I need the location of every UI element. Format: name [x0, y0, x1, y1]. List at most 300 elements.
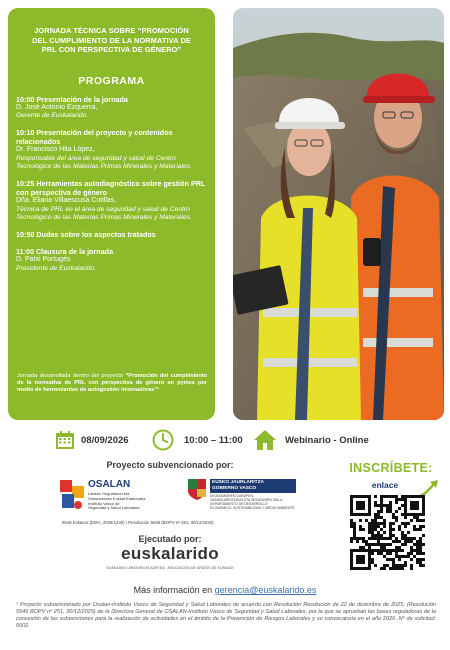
qr-module: [416, 558, 419, 561]
qr-module: [392, 522, 395, 525]
qr-module: [350, 510, 353, 513]
qr-module: [380, 507, 383, 510]
qr-module: [404, 555, 407, 558]
qr-module: [389, 507, 392, 510]
qr-module: [380, 549, 383, 552]
qr-module: [383, 495, 386, 498]
qr-module: [371, 552, 374, 555]
qr-module: [395, 549, 398, 552]
qr-module: [365, 495, 368, 498]
qr-module: [383, 522, 386, 525]
qr-module: [383, 504, 386, 507]
qr-module: [422, 564, 425, 567]
qr-module: [374, 522, 377, 525]
qr-module: [350, 513, 353, 516]
qr-module: [368, 564, 371, 567]
qr-module: [353, 525, 356, 528]
project-note: Jornada desarrollada dentro del proyecto “Promoción del cumplimiento de la normativa de PRL con perspectiva de género en pymes por medio de herramientas de autogestión innovadoras”¹: [17, 373, 207, 394]
qr-module: [422, 513, 425, 516]
qr-module: [413, 507, 416, 510]
qr-module: [350, 501, 353, 504]
qr-module: [383, 567, 386, 570]
qr-module: [377, 510, 380, 513]
qr-module: [416, 540, 419, 543]
qr-module: [398, 525, 401, 528]
qr-module: [359, 507, 362, 510]
qr-module: [350, 507, 353, 510]
qr-module: [389, 504, 392, 507]
qr-module: [401, 567, 404, 570]
qr-module: [362, 549, 365, 552]
qr-module: [359, 567, 362, 570]
qr-module: [395, 540, 398, 543]
qr-module: [389, 495, 392, 498]
qr-module: [383, 543, 386, 546]
qr-module: [353, 522, 356, 525]
agenda-item: [16, 247, 207, 273]
qr-module: [398, 546, 401, 549]
qr-module: [377, 540, 380, 543]
qr-module: [401, 504, 404, 507]
qr-module: [419, 513, 422, 516]
agenda-title: 10:00 Presentación de la jornada: [16, 94, 128, 104]
qr-module: [371, 537, 374, 540]
qr-module: [350, 567, 353, 570]
qr-module: [404, 522, 407, 525]
qr-module: [374, 534, 377, 537]
qr-module: [407, 495, 410, 498]
qr-module: [350, 504, 353, 507]
qr-module: [368, 513, 371, 516]
qr-module: [371, 543, 374, 546]
qr-module: [374, 525, 377, 528]
qr-module: [392, 561, 395, 564]
qr-module: [404, 537, 407, 540]
qr-module: [380, 498, 383, 501]
qr-module: [377, 531, 380, 534]
workers-photo: [233, 8, 444, 420]
qr-code[interactable]: [350, 495, 425, 570]
qr-module: [413, 495, 416, 498]
qr-module: [419, 549, 422, 552]
qr-module: [368, 561, 371, 564]
qr-module: [362, 504, 365, 507]
qr-module: [416, 561, 419, 564]
qr-module: [374, 519, 377, 522]
qr-module: [410, 540, 413, 543]
qr-module: [413, 525, 416, 528]
osalan-logo: OSALAN Laneko Segurtasun eta Osasunerako Euskal Erakundea Instituto Vasco de Seguridad y Salud Laborales: [58, 476, 178, 518]
qr-module: [374, 564, 377, 567]
qr-module: [386, 549, 389, 552]
qr-module: [359, 519, 362, 522]
qr-module: [413, 501, 416, 504]
qr-module: [353, 528, 356, 531]
event-time: 10:00 – 11:00: [184, 434, 243, 446]
qr-module: [416, 549, 419, 552]
qr-module: [401, 555, 404, 558]
qr-module: [374, 543, 377, 546]
register-title: INSCRÍBETE:: [349, 461, 433, 475]
agenda-speaker: Dña. Eliana Villaescusa Cutillas,: [16, 197, 117, 205]
qr-module: [401, 522, 404, 525]
qr-module: [386, 543, 389, 546]
event-info-bar: [0, 428, 450, 452]
qr-module: [398, 567, 401, 570]
qr-module: [365, 519, 368, 522]
qr-module: [413, 513, 416, 516]
subvencionado-title: Proyecto subvencionado por:: [106, 460, 234, 470]
qr-module: [353, 495, 356, 498]
qr-module: [383, 537, 386, 540]
qr-module: [422, 519, 425, 522]
qr-module: [389, 537, 392, 540]
qr-module: [371, 549, 374, 552]
qr-module: [392, 513, 395, 516]
qr-module: [362, 495, 365, 498]
qr-module: [365, 513, 368, 516]
footnote: ¹ Proyecto subvencionado por Osalan-Instituto Vasco de Seguridad y Salud Laborales de acuerdo con Resolución Resolución de 22 de diciembre de 2025, (Resolución 5549 BOPV nº 251, 30/12/2025) de la Directora General de OSALAN-Instituto Vasco de Seguridad y Salud Laborales, por la que se aprueban las bases reguladoras de la concesión de las subvenciones para la realización de actividades en el ámbito de la Prevención de Riesgos Laborales y su convocatoria en el año 2026. Nº de solicitud: 0002.: [16, 602, 436, 629]
qr-module: [362, 501, 365, 504]
qr-module: [350, 564, 353, 567]
qr-module: [404, 498, 407, 501]
ejecutado-title: Ejecutado por:: [138, 534, 202, 544]
date-item: [55, 428, 129, 452]
qr-module: [368, 567, 371, 570]
qr-module: [404, 564, 407, 567]
qr-module: [359, 558, 362, 561]
qr-module: [419, 564, 422, 567]
qr-module: [368, 549, 371, 552]
qr-module: [401, 498, 404, 501]
qr-module: [380, 552, 383, 555]
qr-module: [371, 528, 374, 531]
euskalarido-logo: euskalarido: [121, 544, 219, 563]
qr-module: [368, 543, 371, 546]
qr-module: [353, 567, 356, 570]
gobierno-vasco-logo: EUSKO JAURLARITZA GOBIERNO VASCO EKONOMIAREN GARAPEN, JASANGARRITASUN ETA INGURUMEN SAILA DEPARTAMENTO DE DESARROLLO ECONÓMICO, SOSTENIBILIDAD Y MEDIO AMBIENTE: [186, 477, 296, 503]
qr-module: [359, 504, 362, 507]
qr-module: [374, 501, 377, 504]
qr-module: [413, 504, 416, 507]
qr-module: [398, 498, 401, 501]
qr-module: [413, 537, 416, 540]
osalan-mark-icon: [58, 478, 86, 512]
qr-module: [359, 546, 362, 549]
qr-module: [410, 549, 413, 552]
qr-module: [410, 537, 413, 540]
qr-module: [350, 522, 353, 525]
agenda-role: Técnica de PRL en el área de seguridad y salud de Centro Tecnológico de las Materias Primas Minerales y Materiales.: [16, 205, 192, 222]
qr-module: [359, 549, 362, 552]
agenda-role: Presidente de Euskalarido.: [16, 264, 96, 272]
qr-module: [383, 546, 386, 549]
qr-module: [374, 513, 377, 516]
qr-module: [398, 555, 401, 558]
qr-module: [389, 549, 392, 552]
qr-module: [356, 537, 359, 540]
qr-module: [383, 549, 386, 552]
qr-module: [362, 537, 365, 540]
qr-module: [383, 525, 386, 528]
qr-module: [359, 525, 362, 528]
agenda-list: [16, 95, 207, 274]
qr-module: [380, 537, 383, 540]
qr-module: [419, 525, 422, 528]
qr-module: [419, 519, 422, 522]
event-mode: Webinario - Online: [285, 434, 369, 446]
qr-module: [395, 498, 398, 501]
qr-module: [389, 567, 392, 570]
qr-module: [368, 537, 371, 540]
qr-module: [410, 567, 413, 570]
qr-module: [413, 549, 416, 552]
qr-module: [374, 549, 377, 552]
qr-module: [359, 501, 362, 504]
qr-module: [422, 552, 425, 555]
qr-module: [404, 543, 407, 546]
qr-module: [380, 522, 383, 525]
qr-module: [380, 504, 383, 507]
qr-module: [413, 516, 416, 519]
clock-icon: [152, 429, 174, 451]
qr-module: [380, 510, 383, 513]
expediente-text: 5549 Eskaera (EMA, 2026/1230) / Resolución 5549 (BOPV nº 251, 30/12/2025): [62, 520, 214, 525]
qr-module: [377, 513, 380, 516]
qr-module: [380, 543, 383, 546]
qr-module: [371, 531, 374, 534]
qr-module: [422, 510, 425, 513]
qr-module: [374, 528, 377, 531]
qr-module: [392, 540, 395, 543]
qr-module: [422, 501, 425, 504]
qr-module: [395, 537, 398, 540]
qr-module: [395, 555, 398, 558]
qr-module: [371, 519, 374, 522]
qr-module: [377, 522, 380, 525]
agenda-title: 11:00 Clausura de la jornada: [16, 247, 114, 257]
qr-module: [404, 534, 407, 537]
qr-module: [350, 552, 353, 555]
qr-module: [401, 531, 404, 534]
qr-module: [350, 537, 353, 540]
qr-module: [416, 552, 419, 555]
register-link[interactable]: enlace: [371, 480, 399, 490]
qr-module: [353, 534, 356, 537]
qr-module: [389, 543, 392, 546]
qr-module: [362, 561, 365, 564]
qr-module: [368, 495, 371, 498]
qr-module: [404, 540, 407, 543]
qr-module: [416, 519, 419, 522]
qr-module: [368, 552, 371, 555]
qr-module: [410, 501, 413, 504]
qr-module: [419, 543, 422, 546]
agenda-speaker: D. Patxi Portugés: [16, 256, 71, 264]
qr-module: [350, 498, 353, 501]
qr-module: [359, 513, 362, 516]
qr-module: [365, 543, 368, 546]
qr-module: [350, 540, 353, 543]
qr-module: [401, 534, 404, 537]
qr-module: [353, 537, 356, 540]
qr-module: [398, 507, 401, 510]
qr-module: [392, 495, 395, 498]
qr-module: [410, 558, 413, 561]
qr-module: [389, 501, 392, 504]
qr-module: [398, 549, 401, 552]
qr-module: [419, 540, 422, 543]
qr-module: [350, 561, 353, 564]
qr-module: [395, 510, 398, 513]
qr-module: [407, 537, 410, 540]
qr-module: [422, 534, 425, 537]
qr-module: [416, 495, 419, 498]
qr-module: [368, 522, 371, 525]
qr-module: [365, 540, 368, 543]
qr-module: [413, 543, 416, 546]
qr-module: [413, 555, 416, 558]
qr-module: [407, 531, 410, 534]
agenda-speaker: D. José Antonio Ezquerra,: [16, 103, 98, 111]
qr-module: [395, 567, 398, 570]
qr-module: [410, 513, 413, 516]
qr-module: [356, 549, 359, 552]
qr-module: [389, 510, 392, 513]
qr-module: [380, 567, 383, 570]
qr-module: [416, 513, 419, 516]
agenda-item: [16, 95, 207, 121]
agenda-item: [16, 179, 207, 222]
qr-module: [383, 531, 386, 534]
qr-module: [386, 552, 389, 555]
qr-module: [359, 537, 362, 540]
qr-module: [368, 507, 371, 510]
qr-module: [368, 510, 371, 513]
qr-module: [377, 525, 380, 528]
agenda-speaker: Dr. Francisco Hita López,: [16, 146, 95, 154]
qr-module: [374, 516, 377, 519]
qr-module: [356, 555, 359, 558]
qr-module: [368, 498, 371, 501]
coat-of-arms-icon: [186, 477, 208, 501]
qr-module: [353, 513, 356, 516]
qr-module: [404, 510, 407, 513]
qr-module: [413, 528, 416, 531]
qr-module: [419, 495, 422, 498]
qr-module: [401, 543, 404, 546]
qr-module: [377, 543, 380, 546]
qr-module: [422, 498, 425, 501]
qr-module: [398, 564, 401, 567]
qr-module: [380, 495, 383, 498]
qr-module: [416, 528, 419, 531]
qr-module: [350, 519, 353, 522]
qr-module: [392, 549, 395, 552]
qr-module: [362, 567, 365, 570]
qr-module: [389, 522, 392, 525]
qr-module: [380, 546, 383, 549]
qr-module: [392, 528, 395, 531]
qr-module: [395, 546, 398, 549]
qr-module: [371, 525, 374, 528]
qr-module: [359, 555, 362, 558]
program-panel: [8, 8, 215, 420]
qr-module: [383, 564, 386, 567]
qr-module: [368, 531, 371, 534]
agenda-title: 10:25 Herramientas autodiagnóstico sobre gestión PRL con perspectiva de género: [16, 179, 206, 198]
qr-module: [368, 525, 371, 528]
agenda-role: Responsable del área de seguridad y salud de Centro Tecnológico de las Materias Primas Minerales y Materiales.: [16, 154, 192, 171]
qr-module: [386, 504, 389, 507]
contact-email-link[interactable]: gerencia@euskalarido.es: [214, 585, 317, 595]
qr-module: [353, 549, 356, 552]
qr-module: [392, 516, 395, 519]
qr-module: [422, 507, 425, 510]
qr-module: [404, 513, 407, 516]
qr-module: [380, 528, 383, 531]
qr-module: [356, 501, 359, 504]
qr-module: [395, 516, 398, 519]
qr-module: [365, 549, 368, 552]
qr-module: [389, 552, 392, 555]
agenda-item: [16, 128, 207, 171]
qr-module: [398, 540, 401, 543]
qr-module: [419, 528, 422, 531]
qr-module: [395, 552, 398, 555]
qr-module: [386, 558, 389, 561]
qr-module: [377, 516, 380, 519]
qr-module: [362, 546, 365, 549]
qr-module: [380, 534, 383, 537]
qr-module: [407, 555, 410, 558]
qr-module: [404, 504, 407, 507]
qr-module: [392, 558, 395, 561]
qr-module: [416, 516, 419, 519]
qr-module: [356, 558, 359, 561]
qr-module: [410, 504, 413, 507]
qr-module: [371, 561, 374, 564]
qr-module: [386, 495, 389, 498]
qr-module: [404, 516, 407, 519]
qr-module: [419, 561, 422, 564]
event-title: JORNADA TÉCNICA SOBRE “PROMOCIÓN DEL CUMPLIMIENTO DE LA NORMATIVA DE PRL CON PERSPECTIVA DE GÉNERO”: [32, 26, 191, 54]
qr-module: [383, 519, 386, 522]
qr-module: [410, 519, 413, 522]
qr-module: [350, 525, 353, 528]
qr-module: [395, 495, 398, 498]
qr-module: [419, 558, 422, 561]
qr-module: [371, 558, 374, 561]
qr-module: [356, 504, 359, 507]
qr-module: [389, 534, 392, 537]
agenda-item: [16, 230, 207, 239]
qr-module: [374, 504, 377, 507]
qr-module: [350, 549, 353, 552]
qr-module: [395, 519, 398, 522]
qr-module: [377, 537, 380, 540]
qr-module: [374, 495, 377, 498]
qr-module: [410, 495, 413, 498]
qr-module: [422, 495, 425, 498]
qr-module: [416, 543, 419, 546]
qr-module: [356, 513, 359, 516]
qr-module: [404, 501, 407, 504]
euskalarido-tagline: EUSKADIKO ÁRIDOEN ELKARTEA · ASOCIACIÓN DE ÁRIDOS DE EUSKADI: [106, 566, 234, 570]
qr-module: [392, 564, 395, 567]
qr-module: [422, 504, 425, 507]
qr-module: [389, 525, 392, 528]
